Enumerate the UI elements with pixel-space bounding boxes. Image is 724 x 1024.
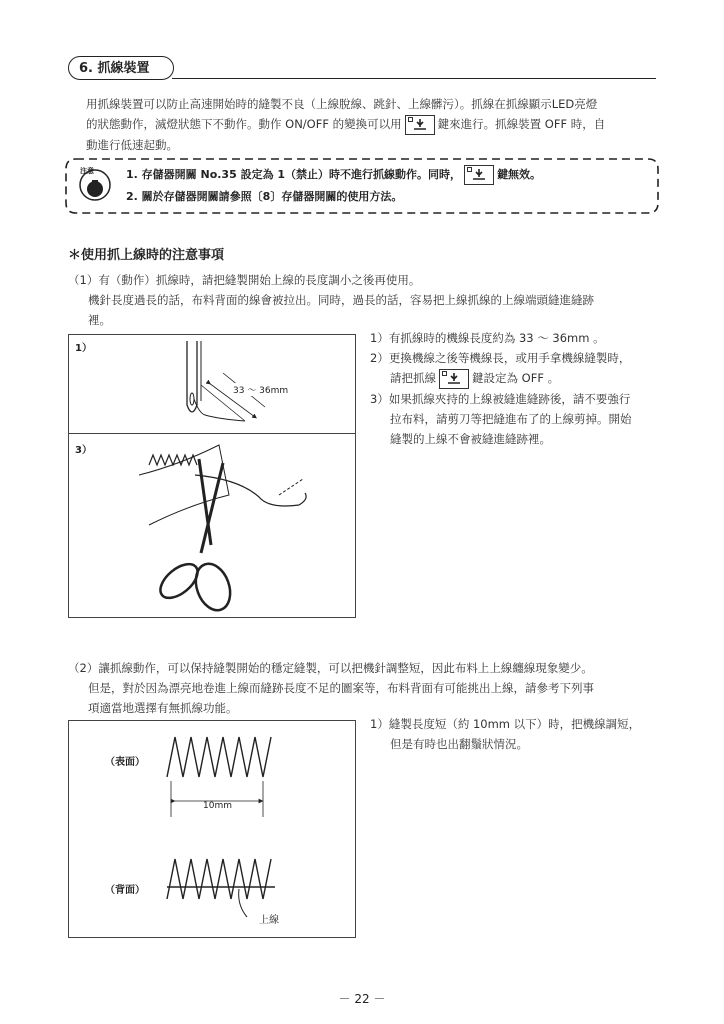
intro-line-2	[86, 114, 666, 135]
stitch-drawing	[69, 721, 355, 937]
label-back: （背面）	[105, 885, 145, 896]
intro-line-2a: 的狀態動作，滅燈狀態下不動作。動作 ON/OFF 的變換可以用	[86, 117, 402, 131]
caution-item-1a: 1. 存儲器開關 No.35 設定為 1（禁止）時不進行抓線動作。同時，	[126, 168, 462, 181]
intro-line-2b: 鍵來進行。抓線裝置 OFF 時，自	[437, 117, 606, 131]
note-2-cont-a: 請把抓線	[390, 371, 436, 385]
caution-icon	[78, 168, 112, 202]
needle-drawing	[69, 335, 355, 433]
point-1-notes	[370, 328, 670, 449]
intro-line-3: 動進行低速起動。	[86, 137, 178, 152]
thread-trimmer-key-icon	[439, 369, 469, 389]
point-1-text	[68, 270, 668, 330]
note-2-cont-b: 鍵設定為 OFF 。	[472, 371, 560, 385]
note-3-cont-1: 拉布料，請剪刀等把縫進布了的上線剪掉。開始	[390, 411, 632, 426]
upper-thread-label: 上線	[259, 915, 279, 926]
point-1-line-2: 機針長度過長的話，布料背面的線會被拉出。同時，過長的話，容易把上線抓線的上線端頭縫進縫跡	[88, 293, 594, 307]
thread-trimmer-key-icon	[464, 165, 494, 185]
caution-item-2: 2. 關於存儲器開關請參照〔8〕存儲器開關的使用方法。	[126, 190, 403, 203]
section-rule	[172, 78, 656, 79]
subheading: ＊使用抓上線時的注意事項	[68, 248, 225, 263]
point-2-notes	[370, 714, 670, 754]
note-1: 1）有抓線時的機線長度約為 33 ～ 36mm 。	[370, 331, 605, 345]
point-2-line-1: （2）讓抓線動作，可以保持縫製開始的穩定縫製，可以把機針調整短，因此布料上上線纏線現象變少。	[68, 661, 593, 675]
dimension-10mm: 10mm	[203, 801, 232, 811]
note-2-cont	[370, 368, 670, 389]
point-1-line-3: 裡。	[88, 313, 111, 327]
figure-divider	[69, 433, 355, 434]
intro-line-1: 用抓線裝置可以防止高速開始時的縫製不良（上線脫線、跳針、上線髒污）。抓線在抓線顯示LED亮燈	[86, 97, 598, 111]
intro-paragraph	[86, 94, 666, 155]
point-1-line-1: （1）有（動作）抓線時，請把縫製開始上線的長度調小之後再使用。	[68, 273, 421, 287]
note-3: 3）如果抓線夾持的上線被縫進縫跡後，請不要強行	[370, 391, 631, 406]
point-2-line-2: 但是，對於因為漂亮地卷進上線而縫跡長度不足的圖案等，布料背面有可能挑出上線，請參考下列事	[88, 681, 594, 695]
point-2-note-1: 1）縫製長度短（約 10mm 以下）時，把機線調短，	[370, 717, 641, 731]
note-2: 2）更換機線之後等機線長，或用手拿機線縫製時，	[370, 351, 631, 365]
figure-needle-scissors	[68, 334, 356, 618]
caution-item-1	[126, 164, 541, 186]
figure-label-3: 3）	[75, 445, 92, 456]
note-3-cont-2: 縫製的上線不會被縫進縫跡裡。	[390, 431, 551, 446]
thread-trimmer-key-icon	[405, 115, 435, 135]
caution-icon-label: 注意	[80, 167, 94, 175]
scissors-drawing	[69, 435, 355, 617]
figure-label-1: 1）	[75, 343, 92, 354]
section-title: 6. 抓線裝置	[68, 56, 174, 80]
caution-item-1b: 鍵無效。	[497, 168, 542, 181]
dimension-label: 33 ～ 36mm	[233, 383, 288, 396]
point-2-text	[68, 658, 668, 718]
point-2-note-1-cont: 但是有時也出翻鬚狀情況。	[390, 737, 528, 751]
point-2-line-3: 項適當地選擇有無抓線功能。	[88, 701, 238, 715]
figure-stitch-front-back	[68, 720, 356, 938]
page-number: － 22 －	[338, 992, 386, 1006]
label-front: （表面）	[105, 757, 145, 768]
